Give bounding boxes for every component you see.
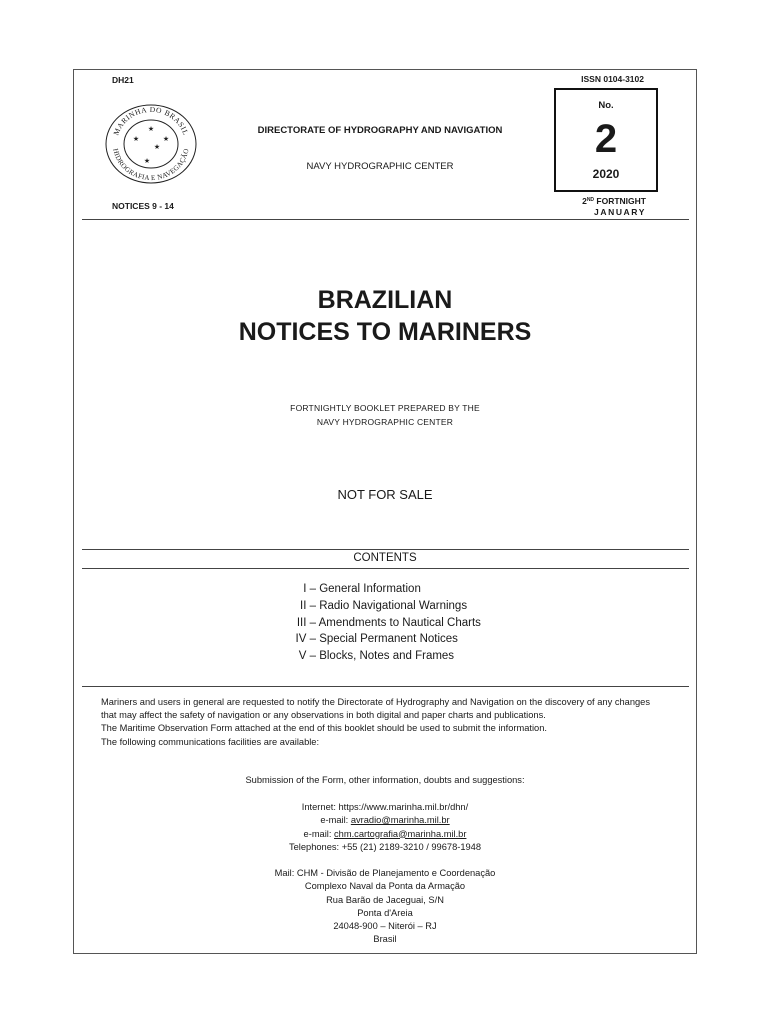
contents-bottom-divider <box>82 568 689 569</box>
svg-text:★: ★ <box>153 143 161 151</box>
number-label: No. <box>598 100 614 111</box>
contents-item-label: Radio Navigational Warnings <box>319 599 468 612</box>
info-paragraph <box>101 696 650 749</box>
mail-address <box>100 867 670 947</box>
organization-name: DIRECTORATE OF HYDROGRAPHY AND NAVIGATION <box>257 125 503 136</box>
info-text-2: The Maritime Observation Form attached at the end of this booklet should be used to submit the information. <box>101 723 547 734</box>
contents-top-divider <box>82 549 689 550</box>
svg-text:★: ★ <box>147 125 155 133</box>
contents-item-number: II – <box>300 599 316 612</box>
contents-list <box>272 581 481 665</box>
title-line-2: NOTICES TO MARINERS <box>238 318 532 346</box>
contents-item[interactable] <box>272 631 481 648</box>
contents-item-number: IV – <box>295 633 316 646</box>
mail-line: Rua Barão de Jaceguai, S/N <box>326 894 444 905</box>
contact-block <box>100 801 670 854</box>
mail-line: Mail: CHM - Divisão de Planejamento e Coordenação <box>274 868 496 878</box>
fortnight-number: 2 <box>582 196 587 206</box>
prepared-by <box>100 401 670 429</box>
svg-text:MARINHA DO BRASIL: MARINHA DO BRASIL <box>111 104 191 137</box>
mail-line: Complexo Naval da Ponta da Armação <box>304 881 466 892</box>
contents-item[interactable] <box>272 615 481 632</box>
email-label: e-mail: <box>320 815 351 826</box>
not-for-sale: NOT FOR SALE <box>337 487 433 502</box>
issue-year: 2020 <box>592 167 620 181</box>
fortnight-word: FORTNIGHT <box>594 196 646 206</box>
document-title <box>100 284 670 348</box>
svg-text:★: ★ <box>132 135 140 143</box>
svg-text:★: ★ <box>162 135 170 143</box>
header-divider <box>82 219 689 220</box>
email-label: e-mail: <box>303 828 335 839</box>
prepared-line-1: FORTNIGHTLY BOOKLET PREPARED BY THE <box>290 403 480 413</box>
email-line-1 <box>100 814 670 827</box>
fortnight-suffix: ND <box>586 197 595 203</box>
contents-item-number: I – <box>303 583 316 595</box>
title-line-1: BRAZILIAN <box>317 286 453 314</box>
document-code: DH21 <box>112 75 134 85</box>
info-text-1: Mariners and users in general are requested to notify the Directorate of Hydrography and Navigation on the discovery of any changes that may affect the safety of navigation or any observations in both digital and paper charts and publications. <box>101 697 650 721</box>
contents-heading: CONTENTS <box>353 552 417 564</box>
internet-link[interactable]: Internet: https://www.marinha.mil.br/dhn/ <box>301 802 469 812</box>
submission-text: Submission of the Form, other information, doubts and suggestions: <box>245 775 525 785</box>
mail-line: 24048-900 – Niterói – RJ <box>333 921 437 932</box>
contents-item-number: III – <box>296 616 316 629</box>
issue-number: 2 <box>594 117 618 161</box>
fortnight-label <box>540 195 646 218</box>
info-divider <box>82 686 689 687</box>
contents-item-label: Special Permanent Notices <box>319 633 458 646</box>
email-line-2 <box>100 828 670 841</box>
telephones: Telephones: +55 (21) 2189-3210 / 99678-1948 <box>288 841 482 852</box>
contents-item-label: Blocks, Notes and Frames <box>319 650 455 663</box>
center-name: NAVY HYDROGRAPHIC CENTER <box>306 161 454 172</box>
svg-text:★: ★ <box>143 157 151 165</box>
issn-number: ISSN 0104-3102 <box>581 74 644 84</box>
mail-line: Brasil <box>373 934 397 945</box>
contents-item[interactable] <box>272 648 481 665</box>
contents-item-number: V – <box>298 650 316 663</box>
contents-item[interactable] <box>272 598 481 615</box>
contents-item-label: General Information <box>319 583 421 595</box>
issue-number-box <box>554 88 658 192</box>
email-link-cartografia[interactable]: chm.cartografia@marinha.mil.br <box>334 828 467 839</box>
prepared-line-2: NAVY HYDROGRAPHIC CENTER <box>316 417 454 427</box>
fortnight-month: JANUARY <box>594 207 646 217</box>
notices-range: NOTICES 9 - 14 <box>112 201 174 211</box>
info-text-3: The following communications facilities are available: <box>101 736 320 747</box>
navy-seal-logo <box>104 103 198 185</box>
contents-item[interactable] <box>272 581 481 598</box>
mail-line: Ponta d'Areia <box>357 907 413 918</box>
svg-text:HIDROGRAFIA E NAVEGAÇÃO: HIDROGRAFIA E NAVEGAÇÃO <box>111 147 191 183</box>
contents-item-label: Amendments to Nautical Charts <box>318 616 481 629</box>
email-link-avradio[interactable]: avradio@marinha.mil.br <box>350 815 450 826</box>
